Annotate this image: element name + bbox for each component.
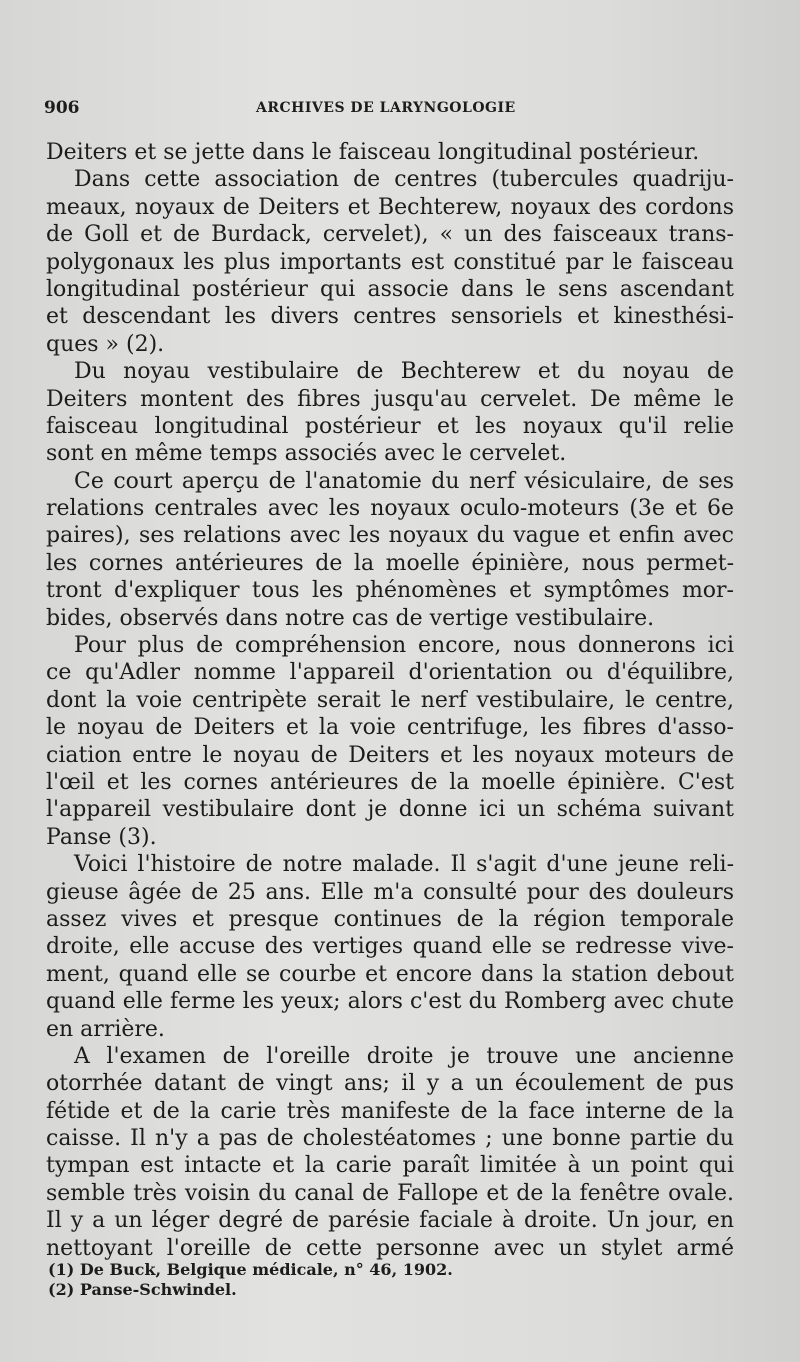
text-line: semble très voisin du canal de Fallope et de la fenêtre ovale. (46, 1180, 734, 1206)
text-line: caisse. Il n'y a pas de cholestéatomes ; une bonne partie du (46, 1126, 734, 1152)
text-line: tront d'expliquer tous les phénomènes et symptômes mor- (46, 578, 734, 604)
text-line: Dans cette association de centres (tubercules quadriju- (74, 167, 734, 193)
text-line: en arrière. (46, 1016, 165, 1042)
text-line: dont la voie centripète serait le nerf vestibulaire, le centre, (46, 687, 734, 713)
text-line: le noyau de Deiters et la voie centrifuge, les fibres d'asso- (46, 715, 734, 741)
text-line: assez vives et presque continues de la région temporale (46, 906, 734, 932)
text-line: ques » (2). (46, 331, 165, 357)
page-number: 906 (44, 98, 80, 118)
text-line: sont en même temps associés avec le cervelet. (46, 441, 567, 467)
text-line: de Goll et de Burdack, cervelet), « un des faisceaux trans- (46, 222, 734, 248)
text-line: Ce court aperçu de l'anatomie du nerf vésiculaire, de ses (74, 468, 734, 494)
text-line: Il y a un léger degré de parésie faciale à droite. Un jour, en (46, 1208, 734, 1234)
text-line: ce qu'Adler nomme l'appareil d'orientation ou d'équilibre, (46, 660, 734, 686)
text-line: faisceau longitudinal postérieur et les noyaux qu'il relie (46, 413, 734, 439)
text-line: longitudinal postérieur qui associe dans le sens ascendant (46, 276, 734, 302)
text-line: l'appareil vestibulaire dont je donne ici un schéma suivant (46, 797, 734, 823)
text-line: A l'examen de l'oreille droite je trouve une ancienne (74, 1043, 734, 1069)
text-line: les cornes antérieures de la moelle épinière, nous permet- (46, 550, 734, 576)
text-line: ment, quand elle se courbe et encore dans la station debout (46, 961, 734, 987)
text-line: tympan est intacte et la carie paraît limitée à un point qui (46, 1153, 734, 1179)
footnotes (48, 1260, 728, 1300)
text-line: paires), ses relations avec les noyaux du vague et enfin avec (46, 523, 734, 549)
text-line: Du noyau vestibulaire de Bechterew et du noyau de (74, 359, 734, 385)
text-line: ciation entre le noyau de Deiters et les noyaux moteurs de (46, 742, 734, 768)
text-line: Panse (3). (46, 824, 157, 850)
text-line: Deiters et se jette dans le faisceau longitudinal postérieur. (46, 140, 700, 165)
page-header (44, 98, 744, 122)
running-title: ARCHIVES DE LARYNGOLOGIE (256, 100, 516, 116)
footnote: (1) De Buck, Belgique médicale, n° 46, 1902. (48, 1260, 453, 1279)
text-line: fétide et de la carie très manifeste de la face interne de la (46, 1098, 734, 1124)
text-line: relations centrales avec les noyaux oculo-moteurs (3e et 6e (46, 496, 734, 522)
text-line: quand elle ferme les yeux; alors c'est du Romberg avec chute (46, 989, 734, 1015)
text-line: nettoyant l'oreille de cette personne avec un stylet armé (46, 1235, 734, 1261)
text-line: l'œil et les cornes antérieures de la moelle épinière. C'est (46, 769, 734, 795)
text-line: otorrhée datant de vingt ans; il y a un écoulement de pus (46, 1071, 734, 1097)
text-line: gieuse âgée de 25 ans. Elle m'a consulté pour des douleurs (46, 879, 734, 905)
text-line: et descendant les divers centres sensoriels et kinesthési- (46, 304, 734, 330)
text-line: polygonaux les plus importants est constitué par le faisceau (46, 249, 734, 275)
text-line: Pour plus de compréhension encore, nous donnerons ici (74, 633, 734, 659)
text-line: droite, elle accuse des vertiges quand elle se redresse vive- (46, 934, 734, 960)
body-text (46, 139, 734, 1262)
text-line: meaux, noyaux de Deiters et Bechterew, noyaux des cordons (46, 194, 734, 220)
text-line: Voici l'histoire de notre malade. Il s'agit d'une jeune reli- (74, 852, 734, 878)
text-line: Deiters montent des fibres jusqu'au cervelet. De même le (46, 386, 734, 412)
text-line: bides, observés dans notre cas de vertige vestibulaire. (46, 605, 655, 631)
footnote: (2) Panse-Schwindel. (48, 1280, 237, 1299)
